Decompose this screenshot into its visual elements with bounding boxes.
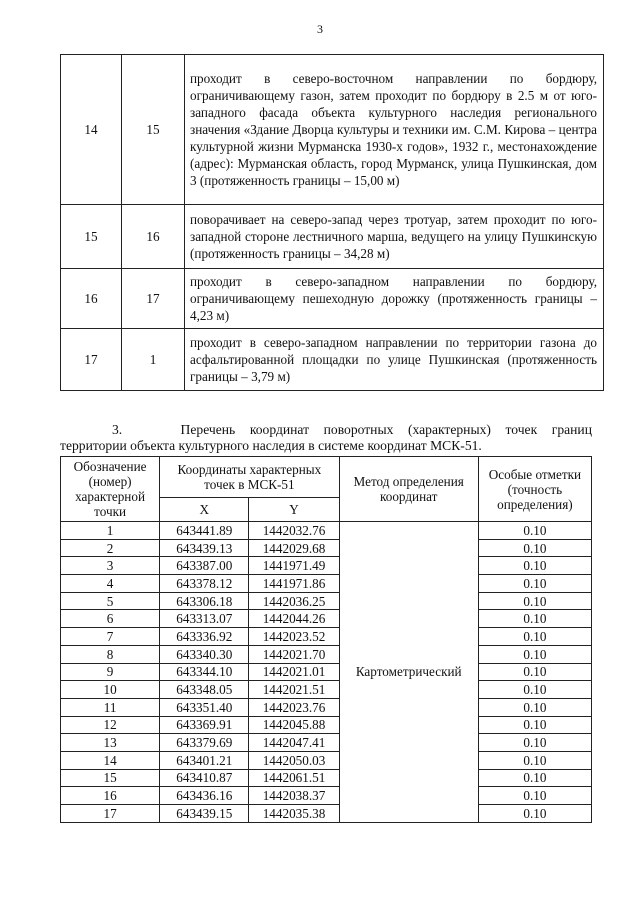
section-heading (60, 422, 592, 454)
section-heading-line-2: территории объекта культурного наследия в системе координат МСК-51. (60, 438, 482, 453)
point-number-cell: 3 (61, 557, 160, 575)
y-coordinate-cell: 1442032.76 (249, 522, 339, 540)
boundary-description: проходит в северо-западном направлении по бордюру, ограничивающему пешеходную дорожку (протяженность границы – 4,23 м) (185, 269, 604, 329)
accuracy-cell: 0.10 (478, 645, 591, 663)
coordinates-row (61, 610, 592, 628)
coordinates-row (61, 539, 592, 557)
y-coordinate-cell: 1442050.03 (249, 751, 339, 769)
x-coordinate-cell: 643306.18 (160, 592, 249, 610)
accuracy-cell: 0.10 (478, 698, 591, 716)
header-method: Метод определения координат (339, 457, 478, 522)
boundary-to-point: 15 (122, 55, 185, 205)
coordinates-row (61, 663, 592, 681)
x-coordinate-cell: 643387.00 (160, 557, 249, 575)
accuracy-cell: 0.10 (478, 805, 591, 823)
coordinates-row (61, 592, 592, 610)
point-number-cell: 9 (61, 663, 160, 681)
boundary-to-point: 17 (122, 269, 185, 329)
coordinates-table (60, 456, 592, 823)
accuracy-cell: 0.10 (478, 734, 591, 752)
y-coordinate-cell: 1442021.70 (249, 645, 339, 663)
boundary-from-point: 17 (61, 329, 122, 391)
y-coordinate-cell: 1442029.68 (249, 539, 339, 557)
y-coordinate-cell: 1441971.49 (249, 557, 339, 575)
accuracy-cell: 0.10 (478, 592, 591, 610)
header-point-number: Обозначение (номер) характерной точки (61, 457, 160, 522)
method-cell: Картометрический (339, 522, 478, 823)
coordinates-row (61, 787, 592, 805)
point-number-cell: 8 (61, 645, 160, 663)
accuracy-cell: 0.10 (478, 575, 591, 593)
x-coordinate-cell: 643436.16 (160, 787, 249, 805)
boundary-row (61, 329, 604, 391)
boundary-row (61, 205, 604, 269)
x-coordinate-cell: 643313.07 (160, 610, 249, 628)
coordinates-row (61, 805, 592, 823)
y-coordinate-cell: 1442044.26 (249, 610, 339, 628)
boundary-to-point: 16 (122, 205, 185, 269)
header-x: X (160, 498, 249, 522)
boundary-description: поворачивает на северо-запад через тротуар, затем проходит по юго-западной стороне лестничного марша, ведущего на улицу Пушкинскую (протяженность границы – 34,28 м) (185, 205, 604, 269)
point-number-cell: 2 (61, 539, 160, 557)
x-coordinate-cell: 643439.13 (160, 539, 249, 557)
header-y: Y (249, 498, 339, 522)
accuracy-cell: 0.10 (478, 716, 591, 734)
point-number-cell: 10 (61, 681, 160, 699)
x-coordinate-cell: 643336.92 (160, 628, 249, 646)
y-coordinate-cell: 1442045.88 (249, 716, 339, 734)
point-number-cell: 4 (61, 575, 160, 593)
boundary-from-point: 14 (61, 55, 122, 205)
boundary-description-table (60, 54, 604, 391)
y-coordinate-cell: 1442035.38 (249, 805, 339, 823)
boundary-from-point: 16 (61, 269, 122, 329)
coordinates-row (61, 681, 592, 699)
point-number-cell: 7 (61, 628, 160, 646)
x-coordinate-cell: 643348.05 (160, 681, 249, 699)
boundary-table-body (61, 55, 604, 391)
coordinates-row (61, 698, 592, 716)
accuracy-cell: 0.10 (478, 539, 591, 557)
coordinates-row (61, 734, 592, 752)
coordinates-row (61, 751, 592, 769)
coordinates-table-body (61, 522, 592, 823)
x-coordinate-cell: 643401.21 (160, 751, 249, 769)
y-coordinate-cell: 1442038.37 (249, 787, 339, 805)
x-coordinate-cell: 643340.30 (160, 645, 249, 663)
accuracy-cell: 0.10 (478, 522, 591, 540)
coordinates-table-header (61, 457, 592, 522)
x-coordinate-cell: 643378.12 (160, 575, 249, 593)
x-coordinate-cell: 643344.10 (160, 663, 249, 681)
coordinates-row (61, 557, 592, 575)
point-number-cell: 13 (61, 734, 160, 752)
point-number-cell: 16 (61, 787, 160, 805)
section-heading-line-1: 3. Перечень координат поворотных (характерных) точек границ (112, 422, 592, 437)
point-number-cell: 11 (61, 698, 160, 716)
x-coordinate-cell: 643379.69 (160, 734, 249, 752)
coordinates-row (61, 716, 592, 734)
boundary-description: проходит в северо-западном направлении по территории газона до асфальтированной площадки по улице Пушкинская (протяженность границы – 3,79 м) (185, 329, 604, 391)
y-coordinate-cell: 1441971.86 (249, 575, 339, 593)
accuracy-cell: 0.10 (478, 787, 591, 805)
coordinates-row (61, 575, 592, 593)
y-coordinate-cell: 1442023.52 (249, 628, 339, 646)
accuracy-cell: 0.10 (478, 769, 591, 787)
boundary-row (61, 269, 604, 329)
x-coordinate-cell: 643439.15 (160, 805, 249, 823)
header-coordinates: Координаты характерных точек в МСК-51 (160, 457, 339, 498)
x-coordinate-cell: 643441.89 (160, 522, 249, 540)
point-number-cell: 6 (61, 610, 160, 628)
x-coordinate-cell: 643410.87 (160, 769, 249, 787)
accuracy-cell: 0.10 (478, 628, 591, 646)
boundary-from-point: 15 (61, 205, 122, 269)
coordinates-row (61, 645, 592, 663)
y-coordinate-cell: 1442021.51 (249, 681, 339, 699)
accuracy-cell: 0.10 (478, 681, 591, 699)
point-number-cell: 14 (61, 751, 160, 769)
boundary-description: проходит в северо-восточном направлении по бордюру, ограничивающему газон, затем проходит по бордюру в 2.5 м от юго-западного фасада объекта культурного наследия регионального значения «Здание Дворца культуры и техники им. С.М. Кирова – центра культурной жизни Мурманска 1930-х годов», 1932 г., местонахождение (адрес): Мурманская область, город Мурманск, улица Пушкинская, дом 3 (протяженность границы – 15,00 м) (185, 55, 604, 205)
accuracy-cell: 0.10 (478, 663, 591, 681)
accuracy-cell: 0.10 (478, 557, 591, 575)
coordinates-row (61, 769, 592, 787)
boundary-row (61, 55, 604, 205)
point-number-cell: 17 (61, 805, 160, 823)
accuracy-cell: 0.10 (478, 751, 591, 769)
point-number-cell: 5 (61, 592, 160, 610)
coordinates-row (61, 628, 592, 646)
coordinates-row (61, 522, 592, 540)
x-coordinate-cell: 643351.40 (160, 698, 249, 716)
point-number-cell: 12 (61, 716, 160, 734)
accuracy-cell: 0.10 (478, 610, 591, 628)
page-number: 3 (317, 22, 323, 36)
y-coordinate-cell: 1442021.01 (249, 663, 339, 681)
header-notes: Особые отметки (точность определения) (478, 457, 591, 522)
point-number-cell: 1 (61, 522, 160, 540)
y-coordinate-cell: 1442061.51 (249, 769, 339, 787)
boundary-to-point: 1 (122, 329, 185, 391)
y-coordinate-cell: 1442036.25 (249, 592, 339, 610)
y-coordinate-cell: 1442023.76 (249, 698, 339, 716)
y-coordinate-cell: 1442047.41 (249, 734, 339, 752)
x-coordinate-cell: 643369.91 (160, 716, 249, 734)
point-number-cell: 15 (61, 769, 160, 787)
